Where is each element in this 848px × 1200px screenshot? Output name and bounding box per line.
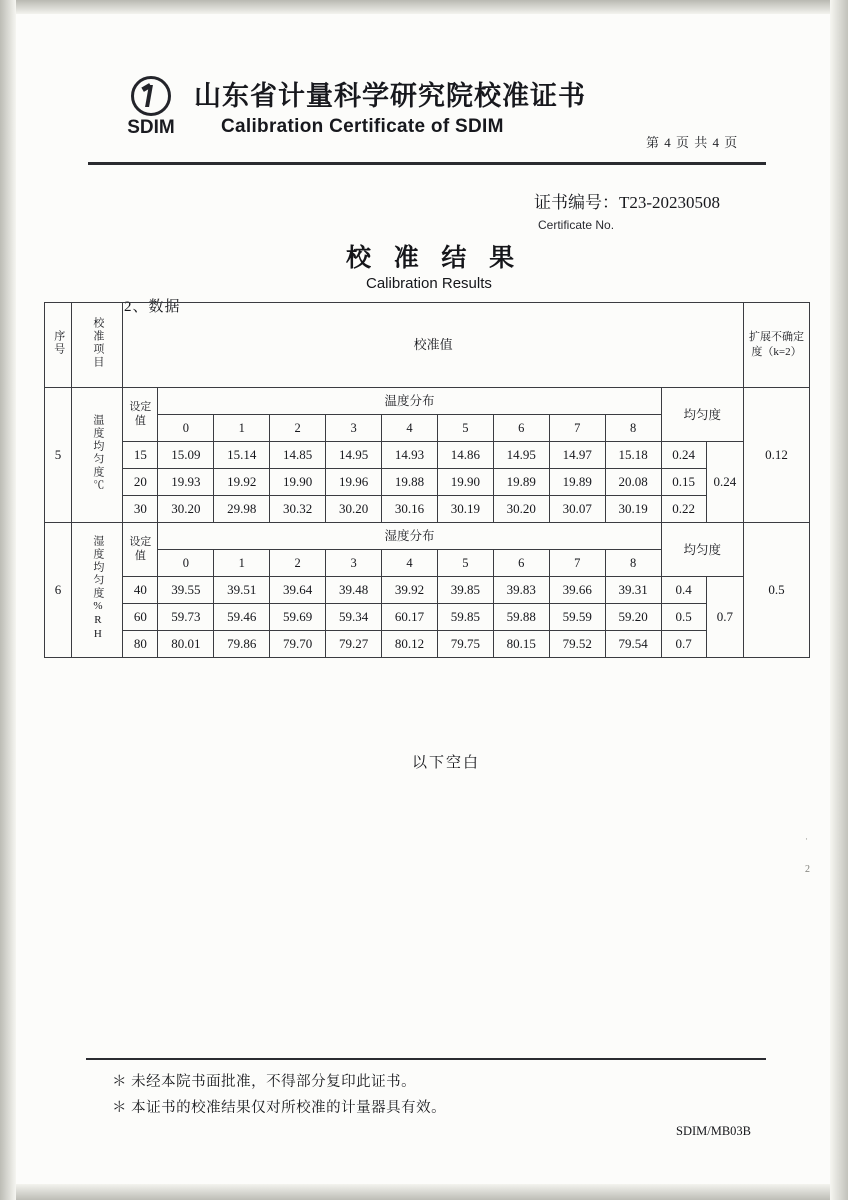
temp-seq-cell: 5 xyxy=(45,388,72,523)
temp-row-20 xyxy=(45,469,810,496)
hum-pos-1: 1 xyxy=(214,550,270,577)
hum-60-v7: 59.59 xyxy=(549,604,605,631)
scan-edge-bottom xyxy=(0,1184,848,1200)
footer-note-2: ＊ 本证书的校准结果仅对所校准的计量器具有效。 xyxy=(112,1100,447,1116)
temp-15-v4: 14.93 xyxy=(382,442,438,469)
hum-80-v3: 79.27 xyxy=(326,631,382,658)
temp-30-v8: 30.19 xyxy=(605,496,661,523)
hum-40-v5: 39.85 xyxy=(437,577,493,604)
table-header-row xyxy=(45,303,810,388)
hum-pos-0: 0 xyxy=(158,550,214,577)
hum-80-v8: 79.54 xyxy=(605,631,661,658)
temp-pos-1: 1 xyxy=(214,415,270,442)
hum-40-v3: 39.48 xyxy=(326,577,382,604)
footer-divider xyxy=(86,1058,766,1060)
hum-60-v0: 59.73 xyxy=(158,604,214,631)
temp-pos-5: 5 xyxy=(437,415,493,442)
temp-15-v7: 14.97 xyxy=(549,442,605,469)
scan-edge-right xyxy=(830,0,848,1200)
results-heading-en: Calibration Results xyxy=(366,275,492,292)
temp-30-v1: 29.98 xyxy=(214,496,270,523)
page-title-cn: 山东省计量科学研究院校准证书 xyxy=(194,81,586,112)
temp-20-uniformity: 0.15 xyxy=(661,469,706,496)
hum-uniformity-overall: 0.7 xyxy=(706,577,743,658)
hum-pos-5: 5 xyxy=(437,550,493,577)
margin-artifact-1: · xyxy=(805,834,808,844)
sdim-logo-icon xyxy=(131,76,171,116)
hum-pos-2: 2 xyxy=(270,550,326,577)
hum-40-uniformity: 0.4 xyxy=(661,577,706,604)
footer-note-1: ＊ 未经本院书面批准，不得部分复印此证书。 xyxy=(112,1074,417,1090)
hum-80-v6: 80.15 xyxy=(493,631,549,658)
hum-pos-3: 3 xyxy=(326,550,382,577)
temp-30-v0: 30.20 xyxy=(158,496,214,523)
calibration-results-table xyxy=(44,302,810,658)
temp-15-v2: 14.85 xyxy=(270,442,326,469)
section-label-data: 2、数据 xyxy=(124,299,181,315)
scan-edge-left xyxy=(0,0,16,1200)
temp-pos-0: 0 xyxy=(158,415,214,442)
temp-15-v1: 15.14 xyxy=(214,442,270,469)
footer-doc-code: SDIM/MB03B xyxy=(676,1124,752,1138)
hum-80-v7: 79.52 xyxy=(549,631,605,658)
margin-artifact-2: 2 xyxy=(805,864,810,875)
temp-15-v8: 15.18 xyxy=(605,442,661,469)
temp-15-v6: 14.95 xyxy=(493,442,549,469)
temp-set-label: 设定值 xyxy=(123,388,158,442)
hum-60-v5: 59.85 xyxy=(437,604,493,631)
blank-below-note: 以下空白 xyxy=(412,755,481,771)
hum-item-cell: 湿度均匀度%RH xyxy=(72,523,123,658)
temp-30-v6: 30.20 xyxy=(493,496,549,523)
temp-pos-6: 6 xyxy=(493,415,549,442)
temp-20-v3: 19.96 xyxy=(326,469,382,496)
temp-20-v1: 19.92 xyxy=(214,469,270,496)
hum-row-40 xyxy=(45,577,810,604)
scan-edge-top xyxy=(0,0,848,14)
hum-40-v1: 39.51 xyxy=(214,577,270,604)
hum-subheader-row xyxy=(45,523,810,550)
hum-uniformity-label: 均匀度 xyxy=(661,523,743,577)
hum-40-v2: 39.64 xyxy=(270,577,326,604)
temp-set-30: 30 xyxy=(123,496,158,523)
temp-30-v3: 30.20 xyxy=(326,496,382,523)
temp-row-15 xyxy=(45,442,810,469)
hum-80-v1: 79.86 xyxy=(214,631,270,658)
temp-20-v5: 19.90 xyxy=(437,469,493,496)
hum-60-v6: 59.88 xyxy=(493,604,549,631)
hum-40-v0: 39.55 xyxy=(158,577,214,604)
temp-subheader-row xyxy=(45,388,810,415)
hum-set-40: 40 xyxy=(123,577,158,604)
hum-set-label: 设定值 xyxy=(123,523,158,577)
temp-20-v4: 19.88 xyxy=(382,469,438,496)
hum-60-uniformity: 0.5 xyxy=(661,604,706,631)
header-divider xyxy=(88,162,766,165)
hum-80-v0: 80.01 xyxy=(158,631,214,658)
temp-item-cell: 温度均匀度℃ xyxy=(72,388,123,523)
temp-pos-3: 3 xyxy=(326,415,382,442)
hum-row-80 xyxy=(45,631,810,658)
hum-60-v4: 60.17 xyxy=(382,604,438,631)
temp-15-v0: 15.09 xyxy=(158,442,214,469)
hum-80-v5: 79.75 xyxy=(437,631,493,658)
hum-row-60 xyxy=(45,604,810,631)
temp-20-v7: 19.89 xyxy=(549,469,605,496)
results-heading-cn: 校 准 结 果 xyxy=(346,243,522,272)
temp-set-15: 15 xyxy=(123,442,158,469)
hum-60-v2: 59.69 xyxy=(270,604,326,631)
temp-15-v5: 14.86 xyxy=(437,442,493,469)
temp-20-v6: 19.89 xyxy=(493,469,549,496)
hum-40-v6: 39.83 xyxy=(493,577,549,604)
hum-60-v8: 59.20 xyxy=(605,604,661,631)
hum-80-v2: 79.70 xyxy=(270,631,326,658)
temp-pos-2: 2 xyxy=(270,415,326,442)
sdim-logo-text: SDIM xyxy=(127,117,175,138)
temp-uniformity-overall: 0.24 xyxy=(706,442,743,523)
hum-40-v4: 39.92 xyxy=(382,577,438,604)
page-title-en: Calibration Certificate of SDIM xyxy=(221,116,504,137)
temp-30-v5: 30.19 xyxy=(437,496,493,523)
header-value: 校准值 xyxy=(123,303,744,388)
temp-uncertainty-cell: 0.12 xyxy=(743,388,809,523)
certificate-number-label-en: Certificate No. xyxy=(538,218,615,232)
hum-60-v3: 59.34 xyxy=(326,604,382,631)
hum-set-80: 80 xyxy=(123,631,158,658)
temp-row-30 xyxy=(45,496,810,523)
hum-dist-label: 湿度分布 xyxy=(158,523,661,550)
temp-dist-label: 温度分布 xyxy=(158,388,661,415)
hum-pos-7: 7 xyxy=(549,550,605,577)
temp-20-v2: 19.90 xyxy=(270,469,326,496)
temp-30-v4: 30.16 xyxy=(382,496,438,523)
temp-30-v7: 30.07 xyxy=(549,496,605,523)
temp-30-uniformity: 0.22 xyxy=(661,496,706,523)
temp-30-v2: 30.32 xyxy=(270,496,326,523)
certificate-number: 证书编号：T23-20230508 xyxy=(534,193,721,212)
temp-pos-7: 7 xyxy=(549,415,605,442)
header-item: 校准项目 xyxy=(72,303,123,388)
temp-15-v3: 14.95 xyxy=(326,442,382,469)
temp-pos-8: 8 xyxy=(605,415,661,442)
page-number: 第 4 页 共 4 页 xyxy=(646,135,739,150)
hum-40-v7: 39.66 xyxy=(549,577,605,604)
temp-15-uniformity: 0.24 xyxy=(661,442,706,469)
hum-60-v1: 59.46 xyxy=(214,604,270,631)
document-sheet xyxy=(16,14,830,1184)
hum-pos-4: 4 xyxy=(382,550,438,577)
temp-pos-4: 4 xyxy=(382,415,438,442)
hum-pos-8: 8 xyxy=(605,550,661,577)
header-uncertainty: 扩展不确定度（k=2） xyxy=(743,303,809,388)
temp-20-v0: 19.93 xyxy=(158,469,214,496)
hum-40-v8: 39.31 xyxy=(605,577,661,604)
hum-pos-6: 6 xyxy=(493,550,549,577)
hum-80-v4: 80.12 xyxy=(382,631,438,658)
temp-set-20: 20 xyxy=(123,469,158,496)
header-seq: 序号 xyxy=(45,303,72,388)
temp-uniformity-label: 均匀度 xyxy=(661,388,743,442)
hum-uncertainty-cell: 0.5 xyxy=(743,523,809,658)
temp-20-v8: 20.08 xyxy=(605,469,661,496)
hum-set-60: 60 xyxy=(123,604,158,631)
hum-seq-cell: 6 xyxy=(45,523,72,658)
sdim-logo xyxy=(116,76,186,138)
hum-80-uniformity: 0.7 xyxy=(661,631,706,658)
